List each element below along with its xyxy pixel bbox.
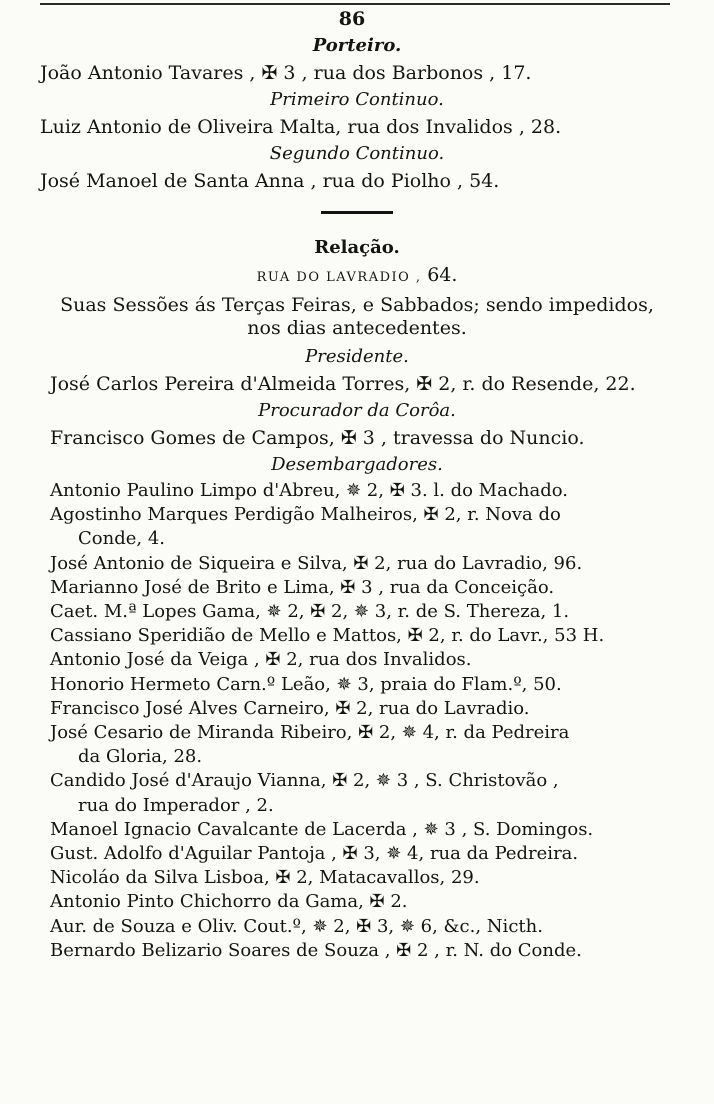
segundo-continuo-entry: José Manoel de Santa Anna , rua do Piolho , 54. [40, 170, 500, 192]
procurador-heading: Procurador da Corôa. [258, 400, 456, 421]
porteiro-heading: Porteiro. [312, 35, 402, 56]
list-item: Bernardo Belizario Soares de Souza , ✠ 2 , r. N. do Conde. [50, 939, 582, 961]
list-item: Agostinho Marques Perdigão Malheiros, ✠ 2, r. Nova do Conde, 4. [50, 504, 561, 550]
sessions-line-1: Suas Sessões ás Terças Feiras, e Sabbados; sendo impedidos, [60, 294, 654, 316]
desembargadores-heading: Desembargadores. [271, 454, 443, 475]
primeiro-continuo-heading: Primeiro Continuo. [270, 89, 444, 110]
list-item: José Antonio de Siqueira e Silva, ✠ 2, rua do Lavradio, 96. [50, 552, 583, 574]
list-item: Honorio Hermeto Carn.º Leão, ✵ 3, praia do Flam.º, 50. [50, 673, 562, 695]
document-page [0, 6, 714, 963]
desembargadores-list [0, 479, 714, 963]
list-item: Caet. M.ª Lopes Gama, ✵ 2, ✠ 2, ✵ 3, r. de S. Thereza, 1. [50, 601, 570, 623]
top-rule [40, 3, 670, 5]
list-item: Antonio Pinto Chichorro da Gama, ✠ 2. [50, 891, 408, 913]
list-item: José Cesario de Miranda Ribeiro, ✠ 2, ✵ 4, r. da Pedreira da Gloria, 28. [50, 722, 570, 768]
relacao-heading: Relação. [314, 237, 400, 258]
page-number: 86 [338, 8, 366, 30]
relacao-street-number: 64. [427, 264, 458, 286]
presidente-heading: Presidente. [305, 346, 409, 367]
list-item: Manoel Ignacio Cavalcante de Lacerda , ✵ 3 , S. Domingos. [50, 818, 594, 840]
segundo-continuo-heading: Segundo Continuo. [269, 143, 445, 164]
list-item: Antonio José da Veiga , ✠ 2, rua dos Invalidos. [50, 649, 472, 671]
list-item: Nicoláo da Silva Lisboa, ✠ 2, Matacavallos, 29. [50, 867, 480, 889]
presidente-entry: José Carlos Pereira d'Almeida Torres, ✠ 2, r. do Resende, 22. [50, 373, 636, 395]
list-item: Marianno José de Brito e Lima, ✠ 3 , rua da Conceição. [50, 576, 555, 598]
list-item: Antonio Paulino Limpo d'Abreu, ✵ 2, ✠ 3. l. do Machado. [50, 480, 569, 501]
procurador-entry: Francisco Gomes de Campos, ✠ 3 , travessa do Nuncio. [50, 427, 585, 449]
sessions-line-2: nos dias antecedentes. [247, 317, 467, 339]
porteiro-entry: João Antonio Tavares , ✠ 3 , rua dos Barbonos , 17. [40, 62, 532, 84]
relacao-street: RUA DO LAVRADIO , [256, 270, 422, 285]
list-item: Aur. de Souza e Oliv. Cout.º, ✵ 2, ✠ 3, ✵ 6, &c., Nicth. [50, 915, 543, 937]
relacao-address [0, 262, 714, 291]
list-item: Gust. Adolfo d'Aguilar Pantoja , ✠ 3, ✵ 4, rua da Pedreira. [50, 843, 579, 865]
list-item: Cassiano Speridião de Mello e Mattos, ✠ 2, r. do Lavr., 53 H. [50, 625, 605, 647]
section-divider [321, 211, 393, 214]
list-item: Francisco José Alves Carneiro, ✠ 2, rua do Lavradio. [50, 697, 530, 719]
primeiro-continuo-entry: Luiz Antonio de Oliveira Malta, rua dos Invalidos , 28. [40, 116, 562, 138]
list-item: Candido José d'Araujo Vianna, ✠ 2, ✵ 3 , S. Christovão , rua do Imperador , 2. [50, 770, 559, 816]
